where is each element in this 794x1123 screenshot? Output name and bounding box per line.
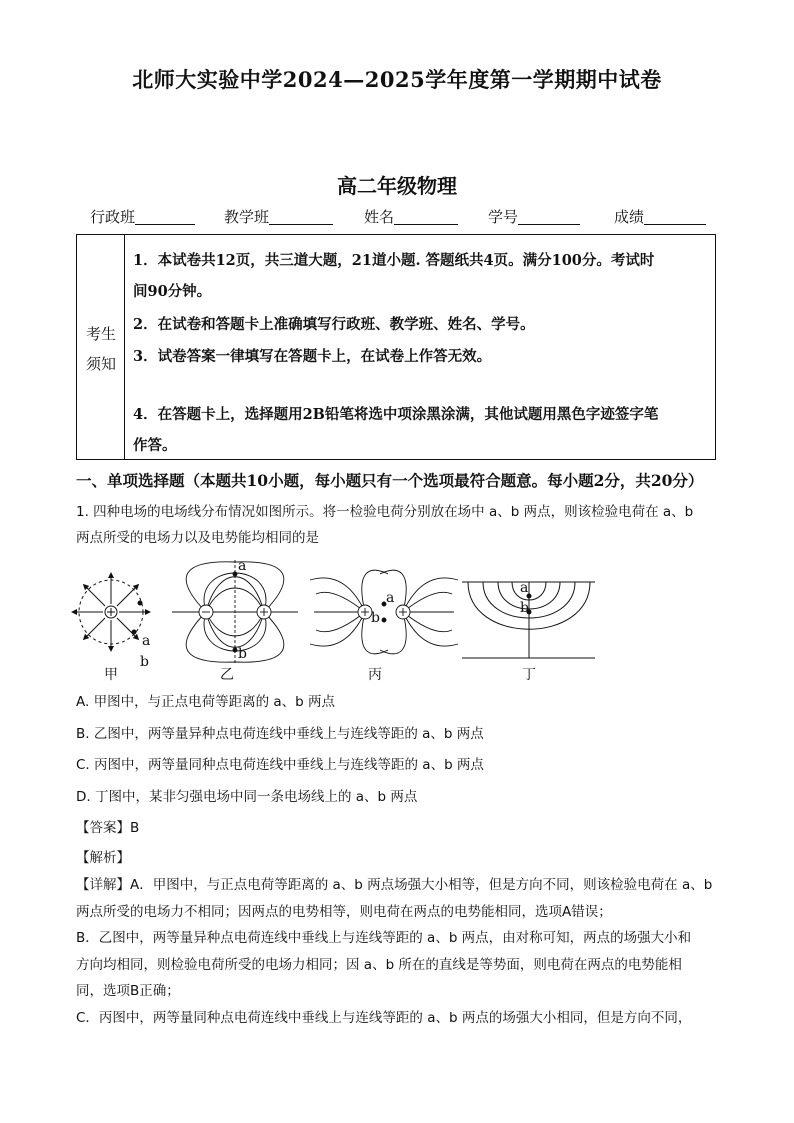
info-field-name: 姓名 — [364, 206, 458, 227]
figure-label-bing: 丙 — [368, 667, 382, 683]
notice-item: 作答。 — [133, 437, 177, 454]
figure-yi — [172, 560, 298, 664]
exam-notice-box — [76, 234, 716, 460]
point-label-a: a — [142, 633, 151, 649]
notice-item: 间90分钟。 — [133, 283, 212, 300]
exam-title: 北师大实验中学2024—2025学年度第一学期期中试卷 — [132, 67, 662, 92]
info-field-student-id: 学号 — [488, 206, 580, 227]
option-a[interactable]: A. 甲图中，与正点电荷等距离的 a、b 两点 — [76, 694, 336, 710]
blank-line[interactable] — [518, 208, 580, 225]
blank-line[interactable] — [394, 208, 458, 225]
point-label-b: b — [520, 600, 529, 616]
notice-item: 4．在答题卡上，选择题用2B铅笔将选中项涂黑涂满，其他试题用黑色字迹签字笔 — [133, 406, 659, 423]
point-label-b: b — [371, 610, 380, 626]
figure-label-ding: 丁 — [522, 667, 536, 683]
blank-line[interactable] — [135, 208, 195, 225]
figure-bing — [310, 570, 458, 654]
info-field-score: 成绩 — [614, 206, 706, 227]
field-line-figures — [70, 560, 610, 685]
section-heading: 一、单项选择题（本题共10小题，每小题只有一个选项最符合题意。每小题2分，共20分） — [76, 471, 704, 490]
figure-label-yi: 乙 — [220, 667, 234, 683]
student-info-row — [90, 206, 730, 230]
point-label-a: a — [520, 580, 529, 596]
option-c[interactable]: C. 丙图中，两等量同种点电荷连线中垂线上与连线等距的 a、b 两点 — [76, 757, 484, 773]
answer-label: 【答案】B — [76, 820, 140, 836]
notice-item: 2．在试卷和答题卡上准确填写行政班、教学班、姓名、学号。 — [133, 316, 535, 333]
blank-line[interactable] — [644, 208, 706, 225]
point-label-b: b — [238, 646, 247, 662]
analysis-text: 【详解】A．甲图中，与正点电荷等距离的 a、b 两点场强大小相等，但是方向不同，则该检验电荷在 a、b 两点所受的电场力不相同；因两点的电势相等，则电荷在两点的电势能相同，选项A错误； B．乙图中，两等量异种点电荷连线中垂线上与连线等距的 a、b 两点，由对称可知，两点的场强大小和 方向均相同，则检验电荷所受的电场力相同；因 a、b 所在的直线是等势面，则电荷在两点的电势能相 同，选项B正确； C．丙图中，两等量同种点电荷连线中垂线上与连线等距的 a、b 两点的场强大小相同，但是方向不同， — [76, 877, 713, 1026]
figure-label-jia: 甲 — [104, 667, 118, 683]
info-field-teaching-class: 教学班 — [224, 206, 333, 227]
notice-item: 1．本试卷共12页，共三道大题，21道小题. 答题纸共4页。满分100分。考试时 — [133, 252, 655, 269]
info-field-class: 行政班 — [90, 206, 195, 227]
option-b[interactable]: B. 乙图中，两等量异种点电荷连线中垂线上与连线等距的 a、b 两点 — [76, 726, 484, 742]
analysis-label: 【解析】 — [76, 850, 130, 866]
exam-subtitle: 高二年级物理 — [337, 174, 457, 198]
question-1-stem: 1. 四种电场的电场线分布情况如图所示。将一检验电荷分别放在场中 a、b 两点，则该检验电荷在 a、b 两点所受的电场力以及电势能均相同的是 — [76, 504, 694, 546]
point-label-a: a — [238, 558, 247, 574]
blank-line[interactable] — [269, 208, 333, 225]
point-label-b: b — [140, 654, 149, 670]
notice-label: 考生 须知 — [77, 235, 125, 459]
figure-jia — [74, 575, 151, 649]
point-label-a: a — [386, 590, 395, 606]
figure-ding — [462, 582, 595, 658]
option-d[interactable]: D. 丁图中，某非匀强电场中同一条电场线上的 a、b 两点 — [76, 789, 418, 805]
notice-item: 3．试卷答案一律填写在答题卡上，在试卷上作答无效。 — [133, 348, 492, 365]
